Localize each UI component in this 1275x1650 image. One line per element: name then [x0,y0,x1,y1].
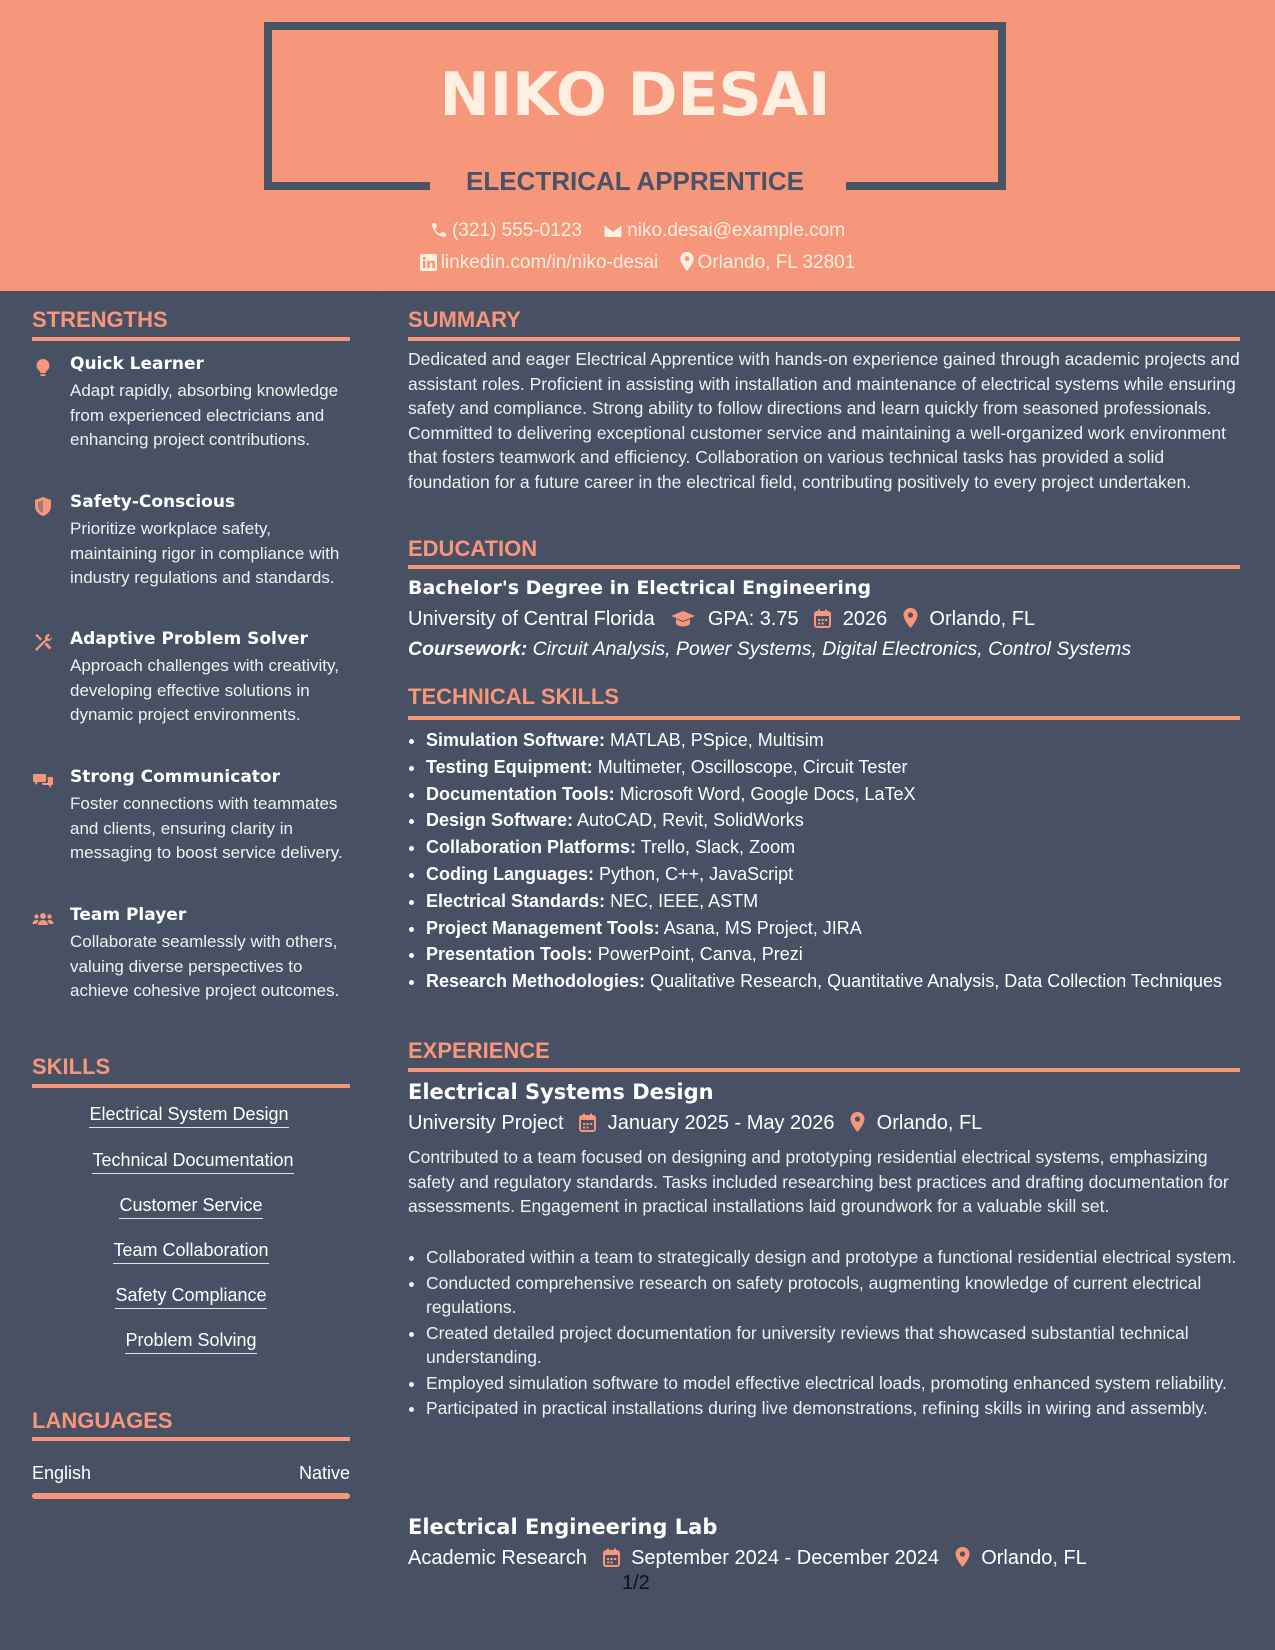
strength-item [32,905,352,1035]
technical-skill-item: • Collaboration Platforms: Trello, Slack, Zoom [426,834,1258,861]
education-meta [408,608,1035,631]
education-rule [408,565,1240,569]
technical-skill-item: • Simulation Software: MATLAB, PSpice, Multisim [426,727,1258,754]
summary-heading: SUMMARY [408,307,521,332]
strength-item [32,629,352,759]
job-bullet: • Collaborated within a team to strategically design and prototype a functional residential electrical system. [426,1245,1258,1270]
map-marker-icon [850,1112,865,1132]
technical-skill-item: • Documentation Tools: Microsoft Word, Google Docs, LaTeX [426,781,1258,808]
job-location: Orlando, FL [981,1547,1087,1569]
language-name: English [32,1463,92,1483]
skill-tag: Technical Documentation [34,1150,352,1171]
email-contact[interactable] [603,220,845,241]
coursework-list: Circuit Analysis, Power Systems, Digital Electronics, Control Systems [532,638,1132,660]
graduation-cap-icon [670,610,696,628]
candidate-name: NIKO DESAI [439,60,831,130]
graduation-year: 2026 [842,608,888,630]
language-level: Native [298,1463,350,1483]
skills-rule [32,1084,350,1088]
strength-item [32,354,352,484]
job-title: Electrical Systems Design [408,1080,714,1104]
calendar-icon [814,609,831,628]
skill-tag: Team Collaboration [32,1240,350,1261]
gpa-text: GPA: 3.75 [707,608,799,630]
strengths-heading: STRENGTHS [32,307,168,332]
job-location: Orlando, FL [876,1112,983,1134]
coursework-label: Coursework: [408,638,528,660]
job-dates: September 2024 - December 2024 [631,1547,940,1569]
job-description: Contributed to a team focused on designing and prototyping residential electrical systems, emphasizing safety and regulatory standards. Tasks included researching best practices and drafting documentation for assessments. Engagement in practical installations laid groundwork for a valuable skill set. [408,1147,1229,1216]
strength-item [32,767,352,897]
shield-icon [32,495,54,517]
strength-item [32,492,352,622]
experience-rule [408,1068,1240,1072]
coursework [408,638,1131,661]
linkedin-text: linkedin.com/in/niko-desai [440,252,659,273]
skills-heading: SKILLS [32,1054,111,1079]
linkedin-contact[interactable] [420,252,664,273]
summary-text: Dedicated and eager Electrical Apprentice with hands-on experience gained through academic projects and assistant roles. Proficient in assisting with installation and maintenance of electrical systems while ensuring safety and compliance. Strong ability to follow directions and learn quickly from seasoned professionals. Committed to delivering exceptional customer service and maintaining a well-organized work environment that fosters teamwork and efficiency. Collaboration on various technical tasks has provided a solid foundation for a future career in the electrical field, contributing positively to every project undertaken. [408,349,1240,492]
phone-contact[interactable] [430,220,587,241]
map-marker-icon [955,1547,970,1567]
language-proficiency-bar [32,1493,350,1499]
strength-title: Team Player [70,905,187,925]
column-divider [382,291,383,1650]
users-icon [32,908,54,930]
strength-description: Foster connections with teammates and clients, ensuring clarity in messaging to boost service delivery. [70,794,343,862]
contact-row-2 [0,252,1275,274]
summary-rule [408,337,1240,341]
school-location: Orlando, FL [929,608,1036,630]
skill-tag: Problem Solving [32,1330,350,1351]
page-number: 1/2 [622,1572,650,1594]
map-marker-icon [680,252,694,271]
strength-description: Approach challenges with creativity, developing effective solutions in dynamic project environments. [70,656,339,724]
job-org: University Project [408,1112,564,1134]
school-name: University of Central Florida [408,608,655,630]
phone-icon [430,221,448,239]
technical-skill-item: • Coding Languages: Python, C++, JavaScript [426,861,1258,888]
job-title: ELECTRICAL APPRENTICE [465,166,805,196]
skill-tag: Customer Service [32,1195,350,1216]
envelope-icon [603,223,623,239]
email-text: niko.desai@example.com [627,220,846,241]
technical-skill-item: • Research Methodologies: Qualitative Research, Quantitative Analysis, Data Collection Techniques [426,968,1258,995]
technical-skill-item: • Project Management Tools: Asana, MS Project, JIRA [426,915,1258,942]
language-row [32,1463,350,1484]
strength-title: Safety-Conscious [70,492,236,512]
resume-header [0,0,1275,291]
job-bullets [408,1245,1258,1422]
job-meta [408,1112,982,1135]
lightbulb-icon [32,357,54,379]
contact-row-1 [0,220,1275,242]
strength-title: Strong Communicator [70,767,280,787]
strength-description: Prioritize workplace safety, maintaining rigor in compliance with industry regulations and standards. [70,519,340,587]
languages-heading: LANGUAGES [32,1408,173,1433]
technical-skill-item: • Design Software: AutoCAD, Revit, SolidWorks [426,807,1258,834]
job-title: Electrical Engineering Lab [408,1515,718,1539]
location-contact [680,252,856,273]
job-bullet: • Participated in practical installations during live demonstrations, refining skills in wiring and assembly. [426,1396,1258,1421]
technical-skills-list [408,727,1258,995]
linkedin-icon [420,254,437,271]
strength-title: Quick Learner [70,354,204,374]
skill-tag: Electrical System Design [30,1104,348,1125]
technical-skill-item: • Presentation Tools: PowerPoint, Canva, Prezi [426,941,1258,968]
tools-icon [32,632,54,654]
skill-tag: Safety Compliance [32,1285,350,1306]
technical-skills-heading: TECHNICAL SKILLS [408,684,620,709]
education-heading: EDUCATION [408,536,538,561]
map-marker-icon [903,608,918,628]
technical-skills-rule [408,716,1240,720]
languages-rule [32,1437,350,1441]
location-text: Orlando, FL 32801 [697,252,856,273]
job-bullet: • Employed simulation software to model effective electrical loads, promoting enhanced system reliability. [426,1371,1258,1396]
strengths-rule [32,337,350,341]
calendar-icon [603,1548,620,1567]
job-org: Academic Research [408,1547,587,1569]
degree-title: Bachelor's Degree in Electrical Engineering [408,577,872,599]
comments-icon [32,770,54,792]
strength-description: Collaborate seamlessly with others, valuing diverse perspectives to achieve cohesive project outcomes. [70,932,340,1000]
job-bullet: • Conducted comprehensive research on safety protocols, augmenting knowledge of current electrical regulations. [426,1271,1258,1320]
experience-heading: EXPERIENCE [408,1038,550,1063]
job-dates: January 2025 - May 2026 [607,1112,835,1134]
strength-description: Adapt rapidly, absorbing knowledge from experienced electricians and enhancing project contributions. [70,381,339,449]
calendar-icon [579,1113,596,1132]
technical-skill-item: • Electrical Standards: NEC, IEEE, ASTM [426,888,1258,915]
strength-title: Adaptive Problem Solver [70,629,308,649]
job-bullet: • Created detailed project documentation for university reviews that showcased substantial technical understanding. [426,1321,1258,1370]
phone-text: (321) 555-0123 [451,220,582,241]
job-meta [408,1547,1087,1570]
technical-skill-item: • Testing Equipment: Multimeter, Oscilloscope, Circuit Tester [426,754,1258,781]
